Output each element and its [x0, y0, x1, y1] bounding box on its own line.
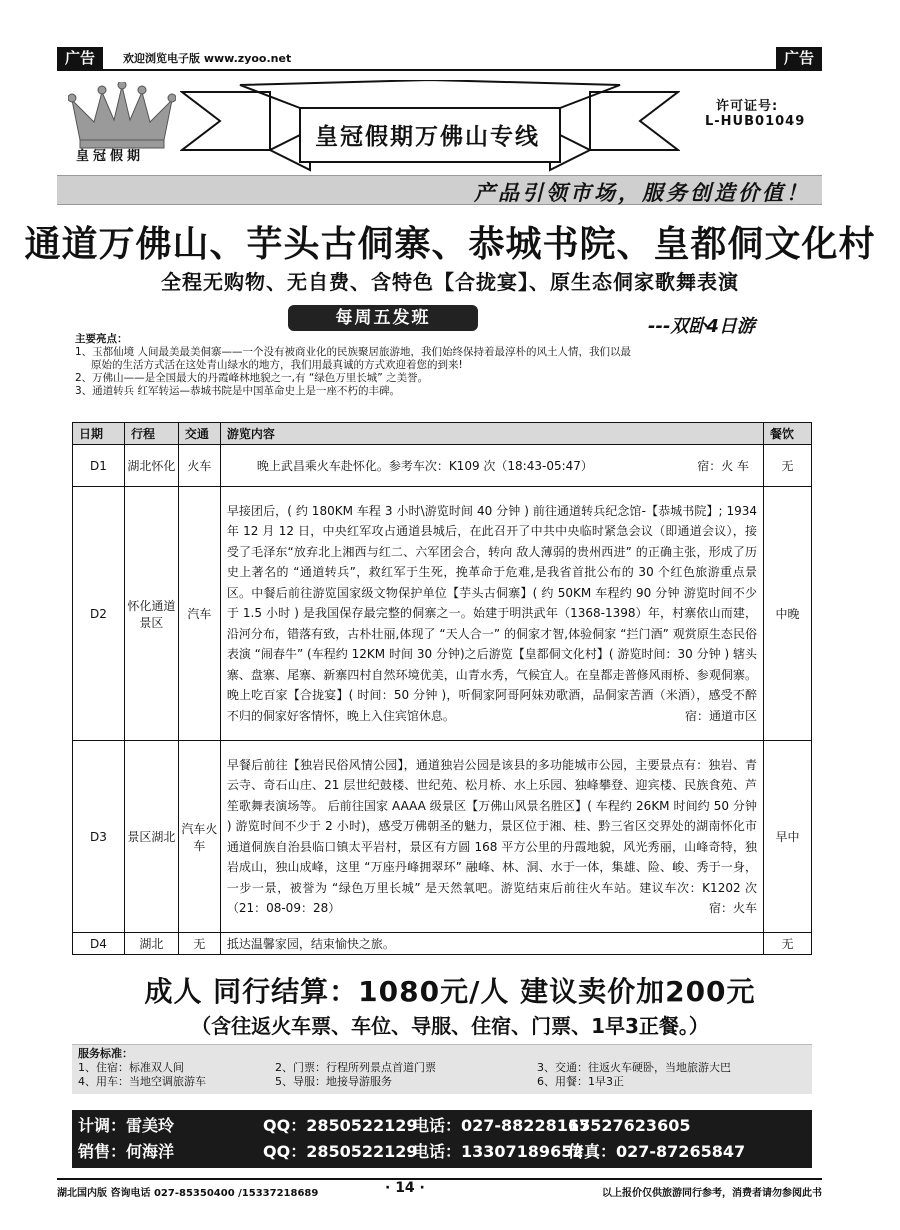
- price-includes: （含往返火车票、车位、导服、住宿、门票、1早3正餐。）: [191, 1014, 709, 1038]
- transport-cell: 汽车: [178, 487, 220, 741]
- service-item: 2、门票：行程所列景点首道门票: [275, 1061, 436, 1074]
- page-number: · 14 ·: [385, 1180, 425, 1196]
- contact-name: 销售：何海洋: [78, 1142, 175, 1161]
- header-date: 日期: [73, 423, 125, 445]
- price-line: 成人 同行结算：1080元/人 建议卖价加200元: [144, 975, 756, 1008]
- day-cell: D1: [73, 445, 125, 487]
- license-number: L-HUB01049: [705, 114, 806, 129]
- stay-text: 宿：通道市区: [685, 708, 758, 723]
- weekly-departure-badge: 每周五发班: [288, 305, 478, 331]
- content-text: 早接团后，( 约 180KM 车程 3 小时\游览时间 40 分钟 ) 前往通道转兵纪念馆-【恭城书院】; 1934 年 12 月 12 日，中央红军攻占通道县城后，在此召开了中共中央临时紧急会议（即通道会议），接受了毛泽东“放弃北上湘西与红二、六军团会合，转向 敌人薄弱的贵州西进” 的正确主张，形成了历史上著名的 “通道转兵”，救红军于生死，挽革命于危难,是我省首批公布的 30 个红色旅游重点景区。中餐后前往游览国家级文物保护单位【芋头古侗寨】( 约 50KM 车程约 90 分钟 游览时间不少于 1.5 小时 ) 是我国保存最完整的侗寨之一。始建于明洪武年（1368-1398）年，村寨依山而建，沿河分布，错落有致，古朴壮丽,体现了 “天人合一” 的侗家才智,体验侗家 “拦门酒” 观赏原生态民俗表演 “闹春牛” (车程约 12KM 时间 30 分钟)之后游览【皇都侗文化村】( 游览时间：30 分钟 ) 辖头寨、盘寨、尾寨、新寨四村自然环境优美，山青水秀，气候宜人。在皇都走普修风雨桥、参观侗寨。晚上吃百家【合拢宴】( 时间：50 分钟 )，听侗家阿哥阿妹劝歌酒，品侗家苦酒（米酒），感受不醉不归的侗家好客情怀，晚上入住宾馆休息。: [226, 503, 758, 723]
- route-cell: 怀化通道景区: [124, 487, 178, 741]
- content-cell: [220, 741, 763, 933]
- subheadline: 全程无购物、无自费、含特色【合拢宴】、原生态侗家歌舞表演: [161, 270, 739, 294]
- header-content: 游览内容: [220, 423, 763, 445]
- transport-cell: 火车: [178, 445, 220, 487]
- content-cell: [220, 487, 763, 741]
- table-row: [73, 487, 812, 741]
- contact-bar: [72, 1110, 812, 1168]
- brand-name: 皇冠假期: [76, 149, 145, 164]
- headline: 通道万佛山、芋头古侗寨、恭城书院、皇都侗文化村: [24, 223, 876, 265]
- table-header-row: [73, 423, 812, 445]
- day-cell: D3: [73, 741, 125, 933]
- content-text: 晚上武昌乘火车赴怀化。参考车次：K109 次（18:43-05:47）: [256, 459, 593, 473]
- contact-phone[interactable]: 电话：13307189652: [413, 1142, 584, 1161]
- highlights-title: 主要亮点：: [75, 333, 128, 345]
- header-meals: 餐饮: [764, 423, 812, 445]
- highlight-item: 原始的生活方式活在这处青山绿水的地方，我们用最真诚的方式欢迎着您的到来!: [91, 359, 463, 371]
- service-item: 1、住宿：标准双人间: [78, 1061, 184, 1074]
- route-cell: 景区湖北: [124, 741, 178, 933]
- table-row: [73, 445, 812, 487]
- meals-cell: 无: [764, 933, 812, 955]
- top-url-text[interactable]: 欢迎浏览电子版 www.zyoo.net: [123, 52, 292, 65]
- highlight-item: 2、万佛山——是全国最大的丹霞峰林地貌之一,有 “绿色万里长城” 之美誉。: [75, 372, 429, 384]
- content-text: 早餐后前往【独岩民俗风情公园】，通道独岩公园是该县的多功能城市公园，主要景点有：独岩、青云寺、奇石山庄、21 层世纪鼓楼、世纪苑、松月桥、水上乐园、独峰攀登、迎宾楼、民族食苑、芦笙歌舞表演场等。 后前往国家 AAAA 级景区【万佛山风景名胜区】( 车程约 26KM 时间约 50 分钟 ) 游览时间不少于 2 小时)，感受万佛朝圣的魅力，景区位于湘、桂、黔三省区交界处的湖南怀化市通道侗族自治县临口镇太平岩村，景区有方圆 168 平方公里的丹霞地貌，风光秀丽，山峰奇特，独岩成山，独山成峰，这里 “万座丹峰拥翠环” 融峰、林、洞、水于一体，集雄、险、峻、秀于一身，一步一景，被誉为 “绿色万里长城” 是天然氧吧。游览结束后前往火车站。建议车次：K1202 次（21：08-09：28）: [226, 757, 758, 915]
- meals-cell: 中晚: [764, 487, 812, 741]
- footer-left-text: 湖北国内版 咨询电话 027-85350400 /15337218689: [57, 1188, 319, 1199]
- route-cell: 湖北: [124, 933, 178, 955]
- service-standards: [72, 1044, 812, 1094]
- content-cell: [220, 445, 763, 487]
- header-transport: 交通: [178, 423, 220, 445]
- header-route: 行程: [124, 423, 178, 445]
- footer-right-text: 以上报价仅供旅游同行参考，消费者请勿参阅此书: [602, 1188, 822, 1199]
- day-cell: D4: [73, 933, 125, 955]
- banner-title: 皇冠假期万佛山专线: [315, 123, 540, 150]
- highlight-item: 1、玉都仙境 人间最美最美侗寨——一个没有被商业化的民族聚居旅游地，我们始终保持着最淳朴的风土人情，我们以最: [75, 346, 632, 358]
- itinerary-table: [72, 422, 812, 955]
- service-item: 6、用餐：1早3正: [537, 1075, 624, 1088]
- day-cell: D2: [73, 487, 125, 741]
- ad-tag-right: 广告: [776, 47, 822, 69]
- route-cell: 湖北怀化: [124, 445, 178, 487]
- table-row: [73, 741, 812, 933]
- table-row: [73, 933, 812, 955]
- stay-text: 宿：火车: [709, 901, 758, 915]
- service-title: 服务标准：: [78, 1047, 133, 1060]
- license-label: 许可证号:: [716, 99, 779, 114]
- top-divider: [57, 69, 822, 71]
- trip-duration: ---双卧4日游: [648, 316, 755, 337]
- highlight-item: 3、通道转兵 红军转运—恭城书院是中国革命史上是一座不朽的丰碑。: [75, 385, 401, 397]
- content-cell: 抵达温馨家园，结束愉快之旅。: [220, 933, 763, 955]
- service-item: 3、交通：往返火车硬卧，当地旅游大巴: [537, 1061, 731, 1074]
- transport-cell: 无: [178, 933, 220, 955]
- stay-text: 宿：火 车: [697, 459, 750, 473]
- service-item: 4、用车：当地空调旅游车: [78, 1075, 206, 1088]
- service-item: 5、导服：地接导游服务: [275, 1075, 392, 1088]
- meals-cell: 早中: [764, 741, 812, 933]
- contact-name: 计调：雷美玲: [78, 1116, 175, 1135]
- contact-mobile[interactable]: 15527623605: [568, 1116, 691, 1135]
- ad-tag-left: 广告: [57, 47, 103, 69]
- highlights-section: [75, 333, 815, 398]
- slogan-text: 产品引领市场，服务创造价值！: [474, 180, 810, 205]
- slogan-band: [57, 175, 822, 205]
- footer-divider: [57, 1178, 822, 1180]
- contact-phone[interactable]: 电话：027-88228167: [413, 1116, 591, 1135]
- contact-fax: 传真：027-87265847: [568, 1142, 746, 1161]
- contact-qq[interactable]: QQ：2850522129: [263, 1116, 418, 1135]
- contact-qq[interactable]: QQ：2850522129: [263, 1142, 418, 1161]
- transport-cell: 汽车火车: [178, 741, 220, 933]
- meals-cell: 无: [764, 445, 812, 487]
